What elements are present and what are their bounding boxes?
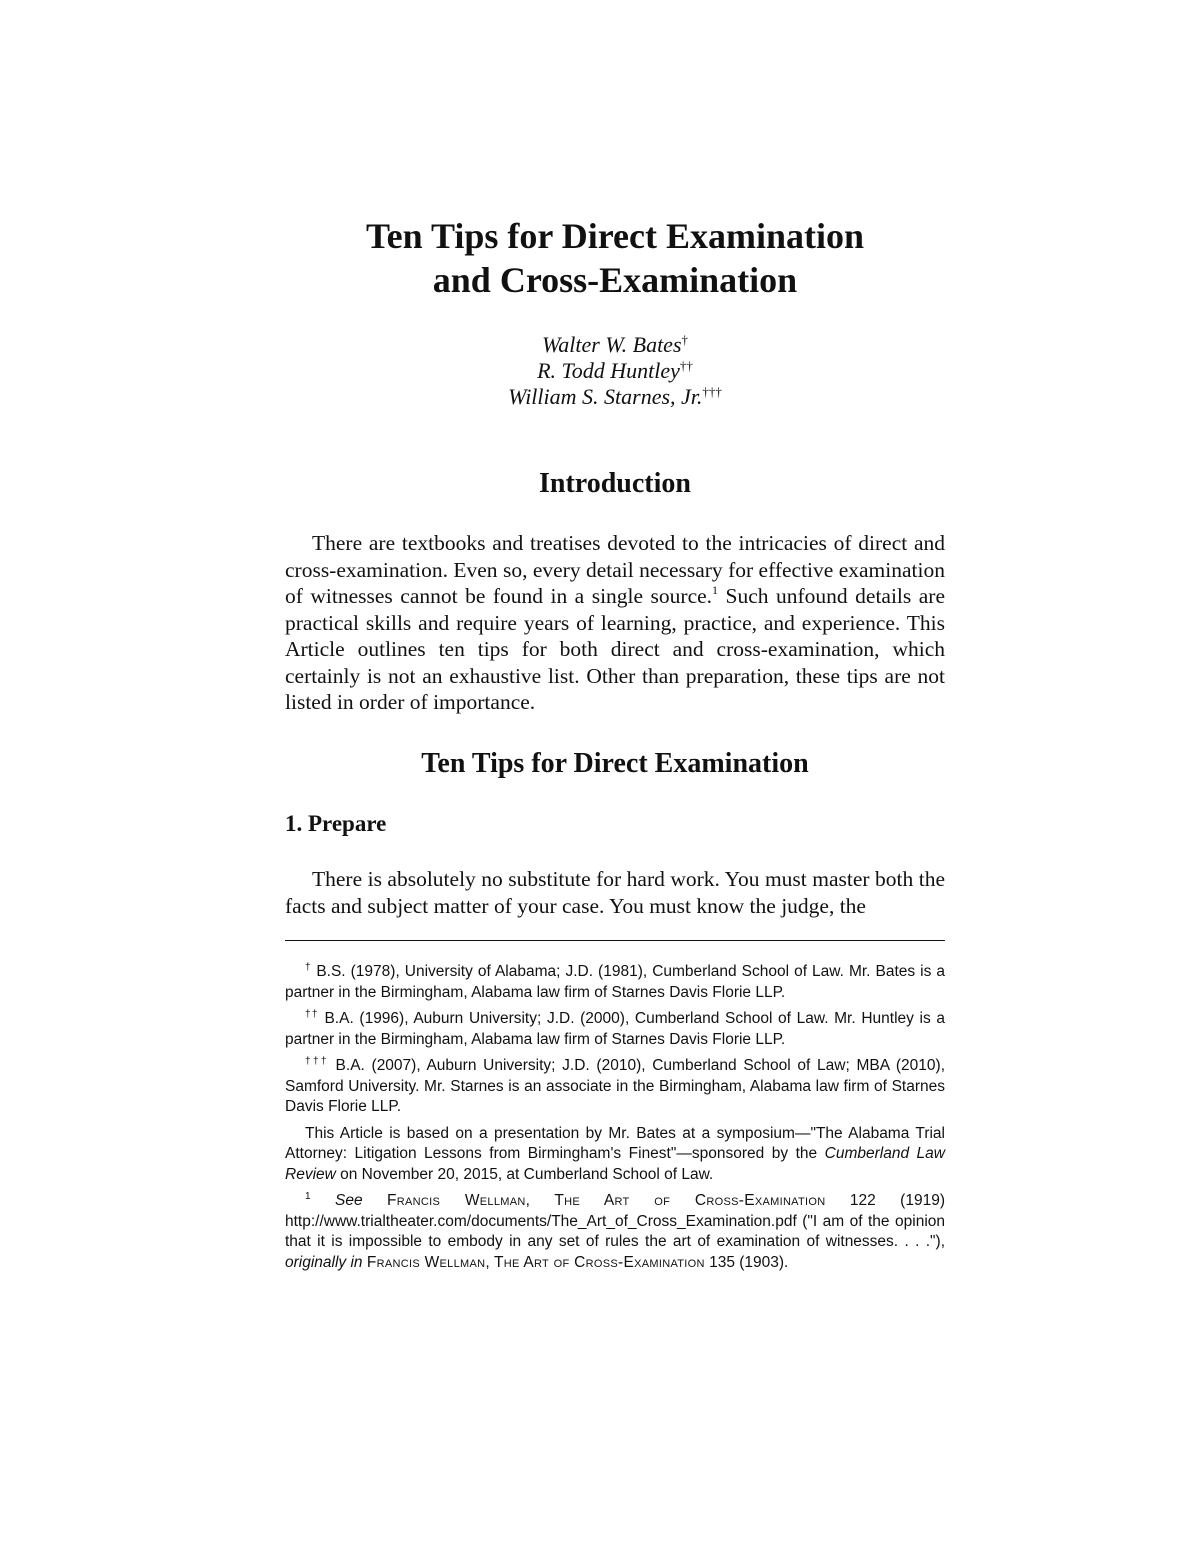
author-2 — [285, 358, 945, 384]
signal-originally-in: originally in — [285, 1253, 363, 1271]
footnote-text: B.S. (1978), University of Alabama; J.D. (1981), Cumberland School of Law. Mr. Bates is a partner in the Birmingham, Alabama law firm of Starnes Davis Florie LLP. — [285, 963, 946, 1001]
footnote-text: 135 (1903). — [704, 1253, 789, 1271]
cited-book: The Art of Cross-Examination — [493, 1253, 705, 1271]
footnote-bates — [285, 962, 945, 1003]
intro-text-b: Such unfound details are practical skills and require years of learning, practice, and experience. This Article outlines ten tips for both direct and cross-examination, which certainly is not an exhaustive list. Other than preparation, these tips are not listed in order of importance. — [285, 584, 945, 714]
footnote-text: B.A. (1996), Auburn University; J.D. (2000), Cumberland School of Law. Mr. Huntley is a partner in the Birmingham, Alabama law firm of Starnes Davis Florie LLP. — [285, 1010, 945, 1048]
separator: , — [485, 1253, 494, 1271]
intro-paragraph — [285, 530, 945, 716]
section-heading-introduction: Introduction — [539, 468, 691, 499]
separator: , — [525, 1192, 555, 1209]
signal-see: See — [334, 1192, 363, 1209]
footnote-divider — [285, 940, 945, 941]
footnotes — [285, 962, 945, 1279]
section-heading-direct-examination: Ten Tips for Direct Examination — [421, 748, 809, 779]
document-page — [285, 0, 945, 1553]
intro-text-a: There are textbooks and treatises devoted to the intricacies of direct and cross-examination. Even so, every detail necessary for effective examination of witnesses cannot be found in a single source. — [285, 531, 945, 608]
footnote-mark: † — [305, 962, 312, 973]
author-name: William S. Starnes, Jr. — [508, 384, 703, 409]
journal-name: Cumberland Law Review — [285, 1145, 945, 1183]
author-3 — [285, 384, 945, 410]
prepare-paragraph: There is absolutely no substitute for hard work. You must master both the facts and subject matter of your case. You must know the judge, the — [285, 867, 945, 918]
author-footnote-mark: ††† — [702, 384, 722, 399]
footnote-text: B.A. (2007), Auburn University; J.D. (2010), Cumberland School of Law; MBA (2010), Samford University. Mr. Starnes is an associate in the Birmingham, Alabama law firm of Starnes Davis Florie LLP. — [285, 1057, 946, 1115]
subheading-prepare: 1. Prepare — [285, 811, 387, 836]
footnote-symposium — [285, 1124, 945, 1186]
author-1 — [285, 332, 945, 358]
author-footnote-mark: † — [681, 332, 689, 347]
cited-author: Francis Wellman — [387, 1192, 526, 1209]
footnote-huntley — [285, 1009, 945, 1050]
title-line-2: and Cross-Examination — [432, 260, 798, 300]
author-name: Walter W. Bates — [541, 332, 682, 357]
cited-author: Francis Wellman — [366, 1253, 486, 1271]
footnote-text: 122 (1919) http://www.trialtheater.com/documents/The_Art_of_Cross_Examination.pdf ("I am of the opinion that it is impossible to embody in any set of rules the art of examination of witnesses. . . ."), — [285, 1192, 945, 1250]
footnote-mark: †† — [305, 1009, 319, 1020]
footnote-text: on November 20, 2015, at Cumberland School of Law. — [335, 1165, 714, 1183]
footnote-mark: 1 — [305, 1191, 311, 1202]
footnote-mark: ††† — [305, 1056, 329, 1067]
author-footnote-mark: †† — [679, 358, 693, 373]
footnote-text: This Article is based on a presentation by Mr. Bates at a symposium—"The Alabama Trial Attorney: Litigation Lessons from Birmingham's Finest"—sponsored by the — [285, 1124, 945, 1162]
author-name: R. Todd Huntley — [537, 358, 680, 383]
footnote-ref-1: 1 — [712, 583, 719, 597]
footnote-starnes — [285, 1056, 945, 1118]
author-list — [285, 332, 945, 410]
footnote-1 — [285, 1191, 945, 1273]
title-line-1: Ten Tips for Direct Examination — [365, 216, 865, 256]
cited-book: The Art of Cross-Examination — [554, 1192, 826, 1209]
article-title — [285, 214, 945, 302]
